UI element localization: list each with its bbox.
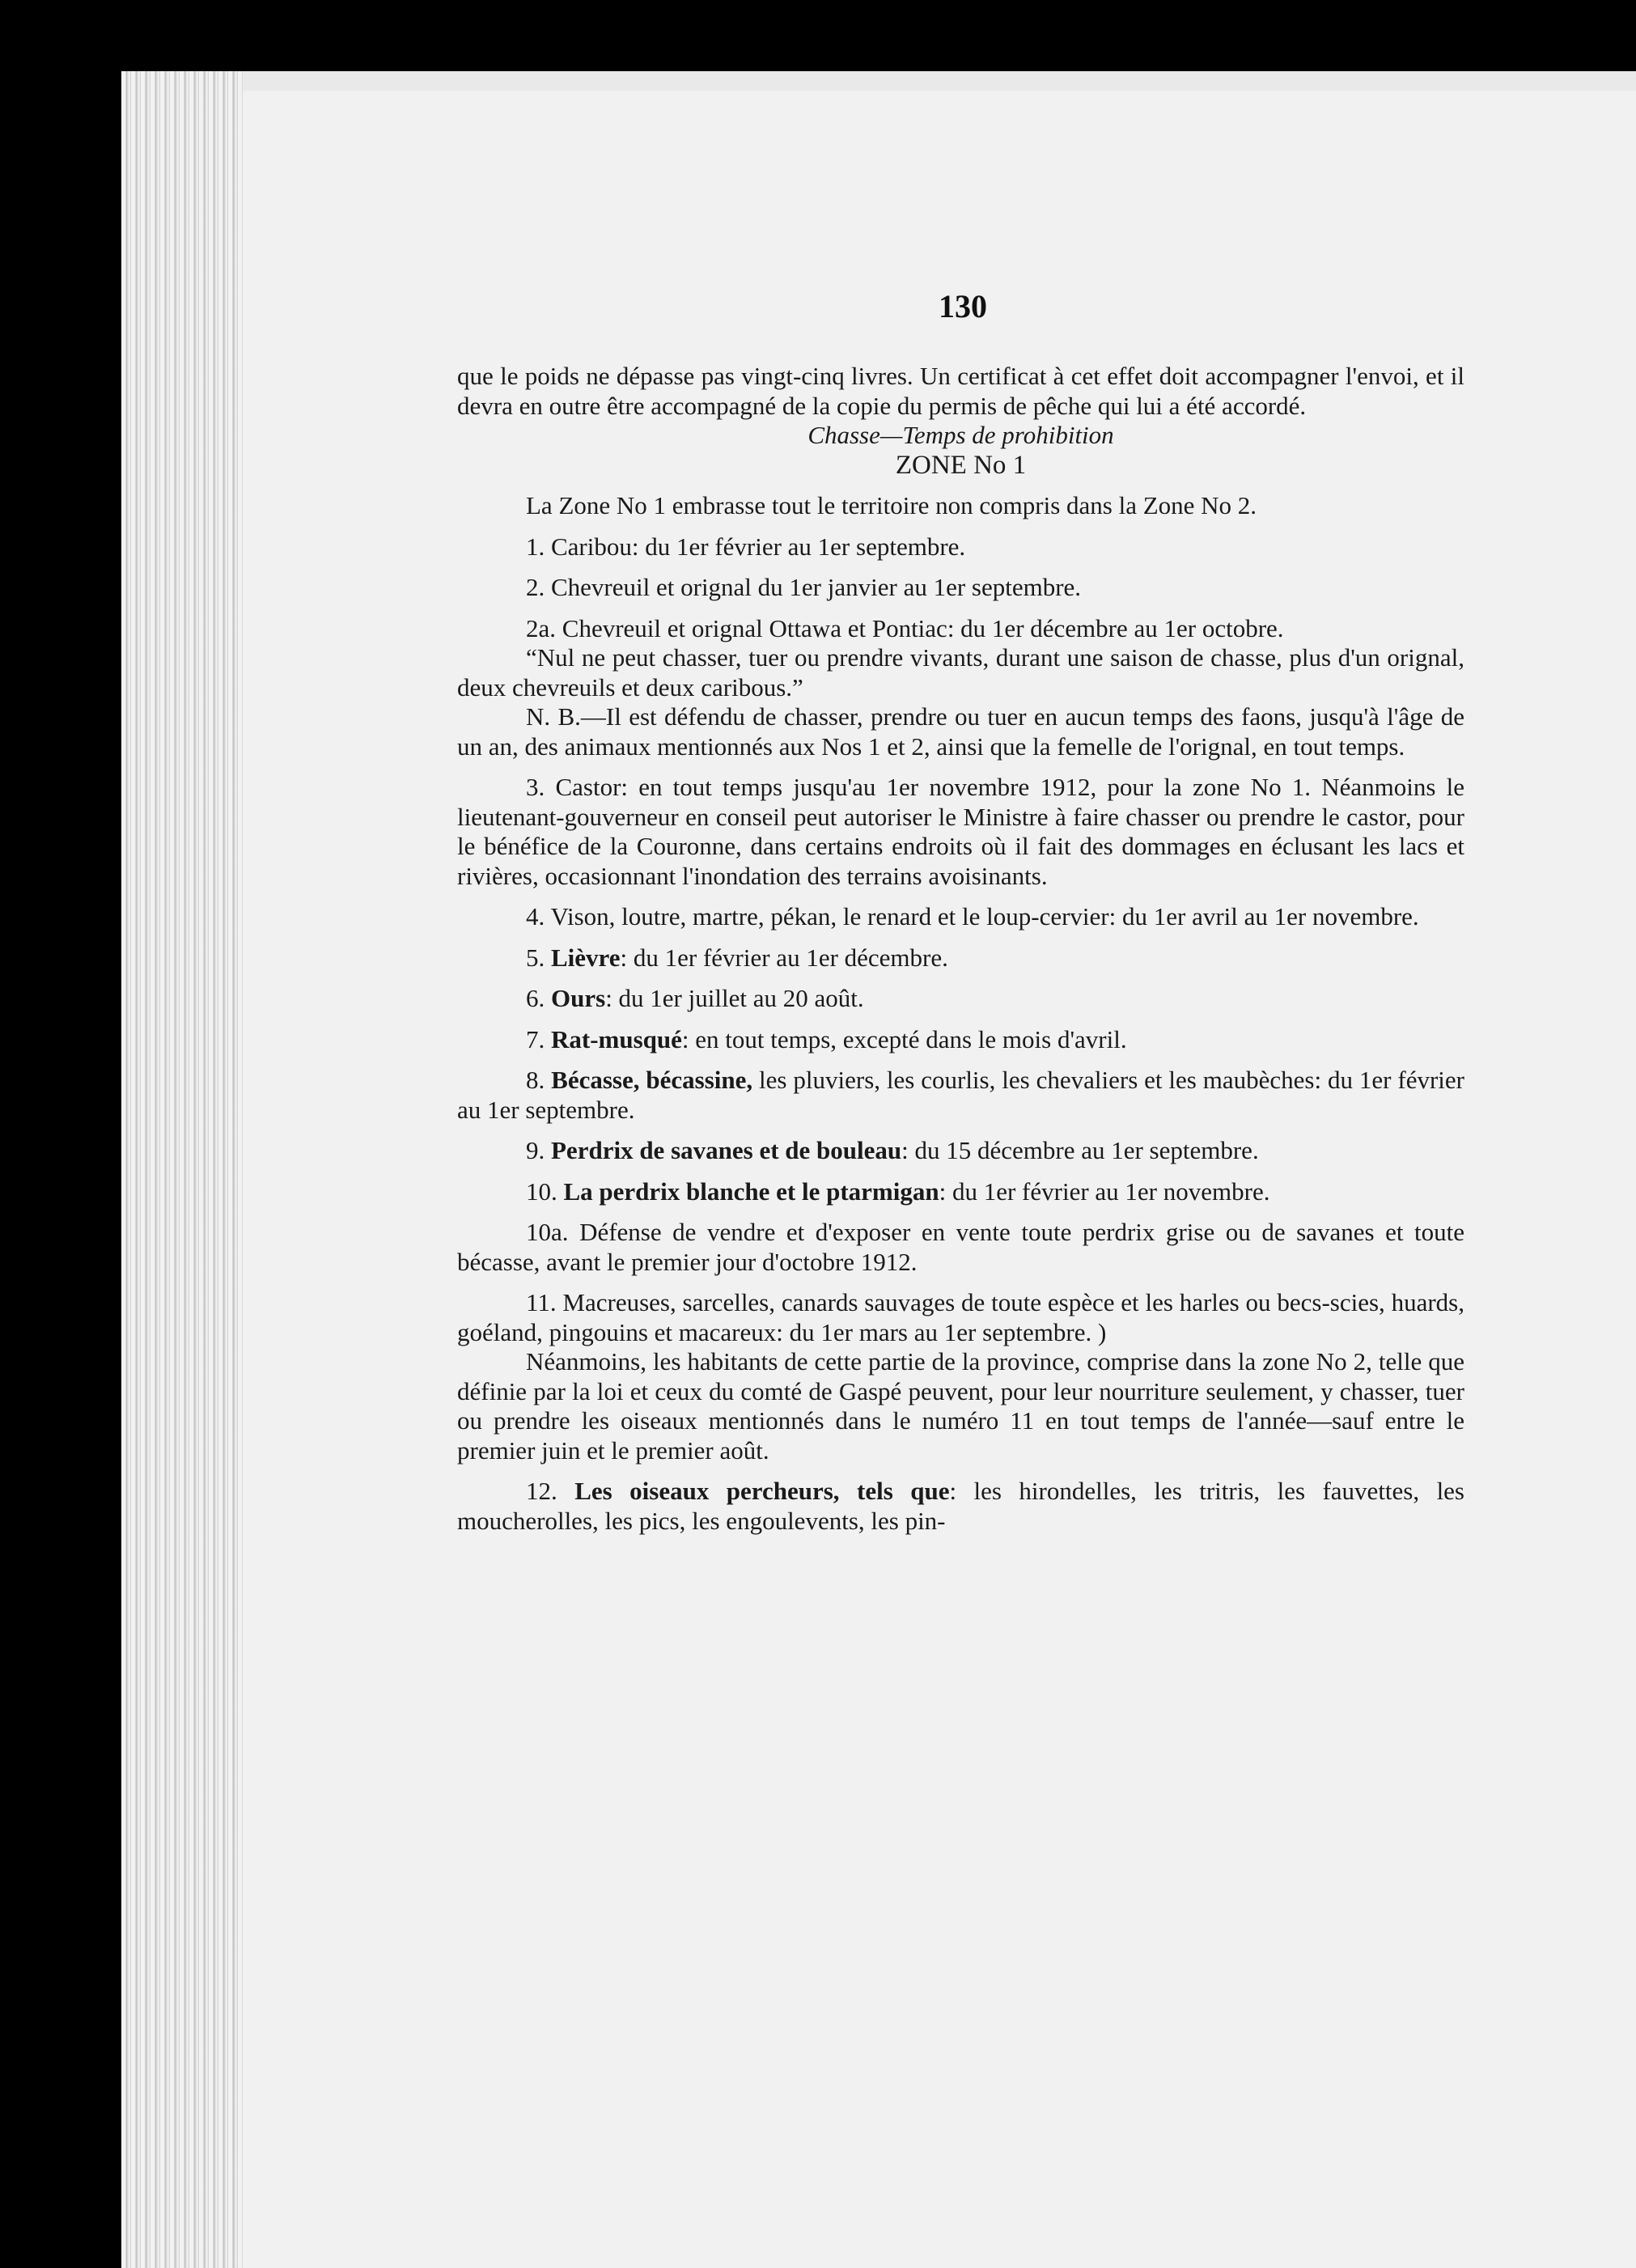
list-item: 2. Chevreuil et orignal du 1er janvier au 1er septembre.	[526, 573, 1082, 601]
zone-title: ZONE No 1	[895, 450, 1027, 480]
list-item: 2a. Chevreuil et orignal Ottawa et Pontiac: du 1er décembre au 1er octobre.	[526, 613, 1284, 642]
list-item: 10. La perdrix blanche et le ptarmigan: du 1er février au 1er novembre.	[526, 1176, 1270, 1206]
page-text	[457, 279, 1464, 1536]
list-item: 6. Ours: du 1er juillet au 20 août.	[526, 984, 864, 1012]
page-number: 130	[939, 288, 987, 324]
section-title: Chasse—Temps de prohibition	[807, 421, 1114, 449]
list-item: 8. Bécasse, bécassine, les pluviers, les courlis, les chevaliers et les maubèches: du 1er février au 1er septembre.	[457, 1066, 1464, 1124]
list-item: 7. Rat-musqué: en tout temps, excepté dans le mois d'avril.	[526, 1024, 1127, 1053]
list-item: 12. Les oiseaux percheurs, tels que: les hirondelles, les tritris, les fauvettes, les moucherolles, les pics, les engoulevents, les pin-	[457, 1477, 1465, 1535]
quote-paragraph: “Nul ne peut chasser, tuer ou prendre vivants, durant une saison de chasse, plus d'un orignal, deux chevreuils et deux caribous.”	[457, 643, 1464, 702]
list-item: 11. Macreuses, sarcelles, canards sauvages de toute espèce et les harles ou becs-scies, huards, goéland, pingouins et macareux: du 1er mars au 1er septembre. )	[457, 1288, 1464, 1346]
zone-description: La Zone No 1 embrasse tout le territoire non compris dans la Zone No 2.	[526, 491, 1257, 519]
list-item: 3. Castor: en tout temps jusqu'au 1er novembre 1912, pour la zone No 1. Néanmoins le lieutenant-gouverneur en conseil peut autoriser le Ministre à faire chasser ou prendre le castor, pour le bénéfice de la Couronne, dans certains endroits où il fait des dommages en éclusant les lacs et rivières, occasionnant l'inondation des terrains avoisinants.	[457, 773, 1465, 890]
intro-paragraph: que le poids ne dépasse pas vingt-cinq livres. Un certificat à cet effet doit accompagner l'envoi, et il devra en outre être accompagné de la copie du permis de pêche qui lui a été accordé.	[457, 362, 1464, 420]
page-edges	[121, 71, 243, 2268]
list-item: 9. Perdrix de savanes et de bouleau: du 15 décembre au 1er septembre.	[526, 1136, 1259, 1164]
item11-note: Néanmoins, les habitants de cette partie de la province, comprise dans la zone No 2, telle que définie par la loi et ceux du comté de Gaspé peuvent, pour leur nourriture seulement, y chasser, tuer ou prendre les oiseaux mentionnés dans le numéro 11 en tout temps de l'année—sauf entre le premier juin et le premier août.	[457, 1347, 1464, 1465]
list-item: 4. Vison, loutre, martre, pékan, le renard et le loup-cervier: du 1er avril au 1er novembre.	[526, 902, 1419, 931]
note-paragraph: N. B.—Il est défendu de chasser, prendre ou tuer en aucun temps des faons, jusqu'à l'âge de un an, des animaux mentionnés aux Nos 1 et 2, ainsi que la femelle de l'orignal, en tout temps.	[457, 702, 1464, 761]
list-item: 5. Lièvre: du 1er février au 1er décembre.	[526, 943, 948, 972]
list-item: 10a. Défense de vendre et d'exposer en vente toute perdrix grise ou de savanes et toute bécasse, avant le premier jour d'octobre 1912.	[457, 1218, 1464, 1276]
list-item: 1. Caribou: du 1er février au 1er septembre.	[526, 532, 966, 561]
